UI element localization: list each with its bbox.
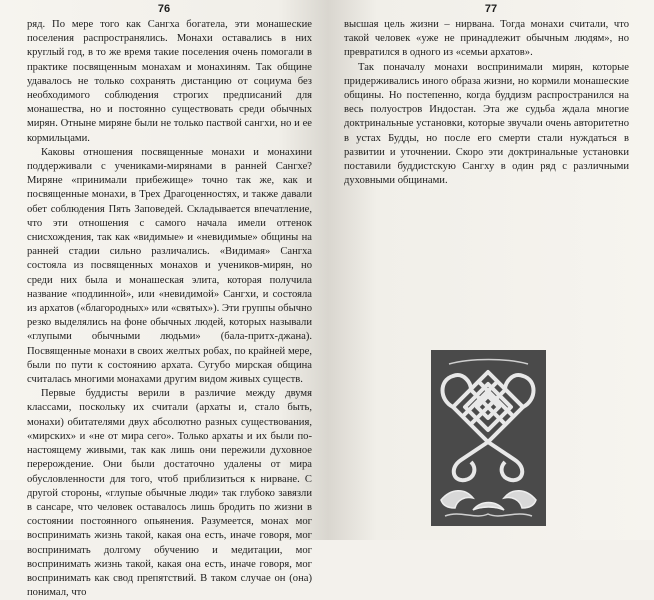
paragraph: высшая цель жизни – нирвана. Тогда монахи считали, что такой человек «уже не принадлежит обычным людям», но превратился в одного из «семьи архатов». bbox=[344, 19, 629, 59]
page-number: 77 bbox=[484, 3, 498, 15]
page-number: 76 bbox=[157, 3, 171, 15]
page-text bbox=[27, 18, 312, 600]
right-page bbox=[328, 0, 654, 540]
paragraph: Первые буддисты верили в различие между двумя классами, поскольку их считали (архаты и, стало быть, монахи) обитателями двух абсолютно разных существования, «мирских» и «не от мира сего». Только архаты и их были по-настоящему живыми, так как лишь они пережили духовное перерождение. Они были достаточно удалены от мира обусловленности для того, чтоб приблизиться к нирване. С другой стороны, «глупые обычные люди» так глубоко завязли в сансаре, что человек оставалось лишь бродить по жизни в состоянии постоянного опьянения. Разумеется, монах мог воспринимать жизнь такой, какая она есть, иначе говоря, мог воспринимать долгому обучению и медитации, мог воспринимать жизнь такой, какая она есть, иначе говоря, мог воспринимать как свод препятствий. В таком случае он (она) понимал, что bbox=[27, 388, 312, 599]
endless-knot-icon bbox=[431, 350, 546, 526]
paragraph: Каковы отношения посвященные монахи и монахини поддерживали с учениками-мирянами в ранней Сангхе? Миряне «принимали прибежище» точно так же, как и посвященные монахи, в Трех Драгоценностях, и также давали обет соблюдения Пять Заповедей. Складывается впечатление, что эти отношения с самого начала имели оттенок снисхождения, так как «видимые» и «невидимые» общины на ранней стадии сильно различались. «Видимая» Сангха состояла из посвященных монахов и учеников-мирян, но среди них была и монашеская элита, которая получила название «подлинной», или «невидимой» Сангхи, и состояла из архатов («благородных» или «святых»). Эти группы обычно резко выделялись на фоне обычных людей, которых называли «глупыми обычными людьми» (бала-притх-джана). Посвященные монахи в своих желтых робах, по крайней мере, были по пути к состоянию архата. Сугубо мирская община считалась многими монахами другим видом живых существ. bbox=[27, 146, 312, 386]
page-text bbox=[344, 18, 629, 188]
paragraph: ряд. По мере того как Сангха богатела, эти монашеские поселения распространялись. Монахи оставались в них круглый год, в то же время такие поселения очень помогали в практике посвященным монахам и монахиням. Так общине удавалось не только сохранять дистанцию от социума без необходимого соблюдения строгих предписаний для монашества, но и постоянно существовать среди обычных мирян. Отныне миряне были не только паствой сангхи, но и ее кормильцами. bbox=[27, 19, 312, 144]
paragraph: Так поначалу монахи воспринимали мирян, которые придерживались иного образа жизни, но кормили монашеские общины. Но постепенно, когда буддизм распространился на весь полуостров Индостан. Эта же судьба ждала многие доктринальные установки, которые звучали очень авторитетно в устах Будды, но после его смерти стали нуждаться в развитии и уточнении. Скоро эти доктринальные установки поставили буддистскую Сангху в один ряд с различными духовными общинами. bbox=[344, 61, 629, 187]
